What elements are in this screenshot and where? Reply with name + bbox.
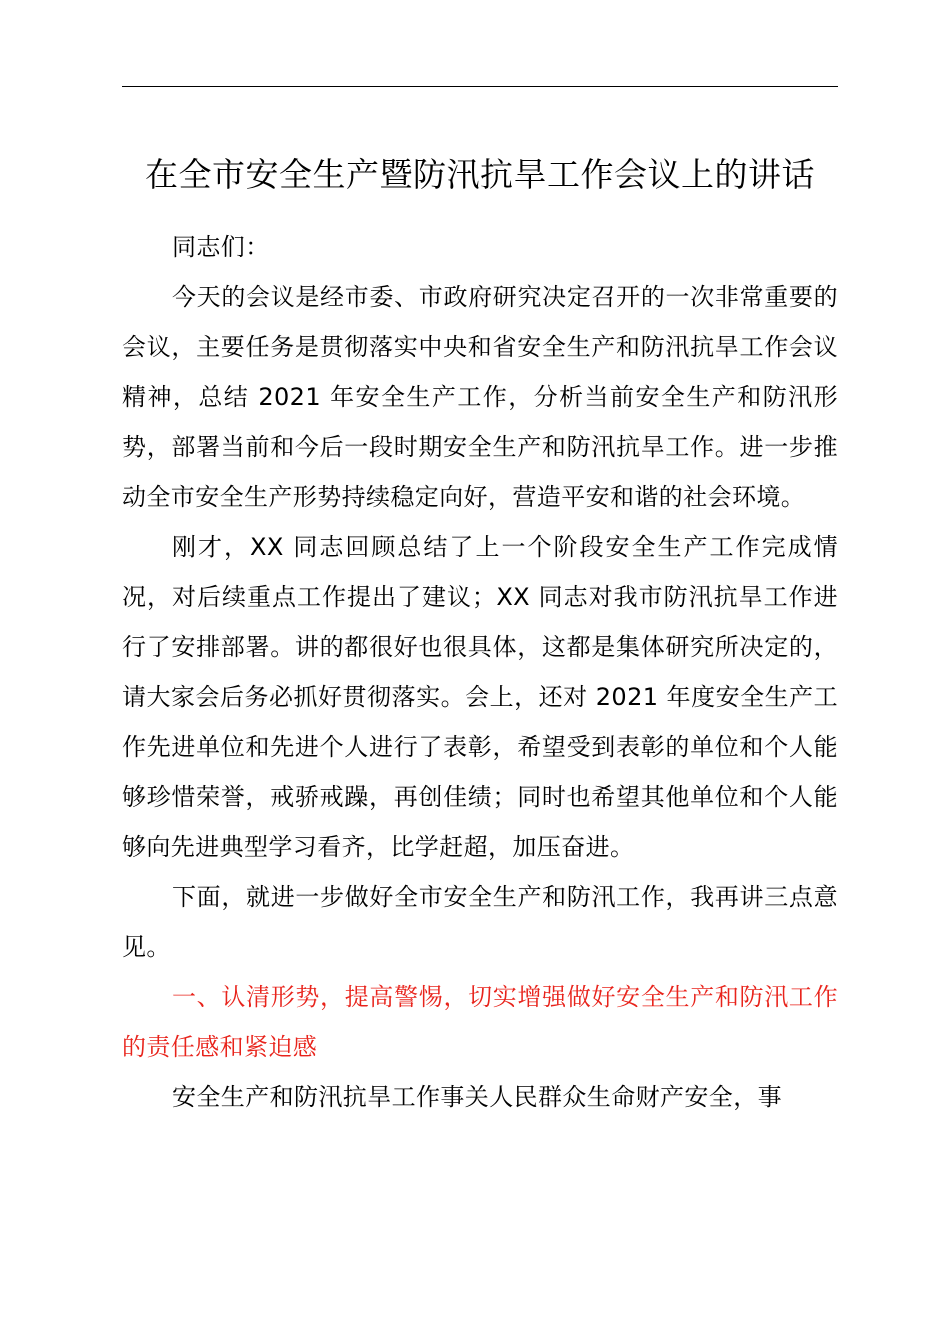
paragraph-review: 刚才，XX 同志回顾总结了上一个阶段安全生产工作完成情况，对后续重点工作提出了建议；XX 同志对我市防汛抗旱工作进行了安排部署。讲的都很好也很具体，这都是集体研究所决定的，请大家会后务必抓好贯彻落实。会上，还对 2021 年度安全生产工作先进单位和先进个人进行了表彰，希望受到表彰的单位和个人能够珍惜荣誉，戒骄戒躁，再创佳绩；同时也希望其他单位和个人能够向先进典型学习看齐，比学赶超，加压奋进。 <box>122 533 838 861</box>
salutation: 同志们： <box>172 233 270 261</box>
paragraph-transition: 下面，就进一步做好全市安全生产和防汛工作，我再讲三点意见。 <box>122 883 838 961</box>
header-rule <box>122 86 838 87</box>
paragraph-section-1-start: 安全生产和防汛抗旱工作事关人民群众生命财产安全，事 <box>172 1083 782 1111</box>
section-heading-1: 一、认清形势，提高警惕，切实增强做好安全生产和防汛工作的责任感和紧迫感 <box>122 983 838 1061</box>
document-body <box>122 222 838 1122</box>
document-title: 在全市安全生产暨防汛抗旱工作会议上的讲话 <box>145 155 815 194</box>
paragraph-intro: 今天的会议是经市委、市政府研究决定召开的一次非常重要的会议，主要任务是贯彻落实中央和省安全生产和防汛抗旱工作会议精神，总结 2021 年安全生产工作，分析当前安全生产和防汛形势，部署当前和今后一段时期安全生产和防汛抗旱工作。进一步推动全市安全生产形势持续稳定向好，营造平安和谐的社会环境。 <box>122 283 838 511</box>
